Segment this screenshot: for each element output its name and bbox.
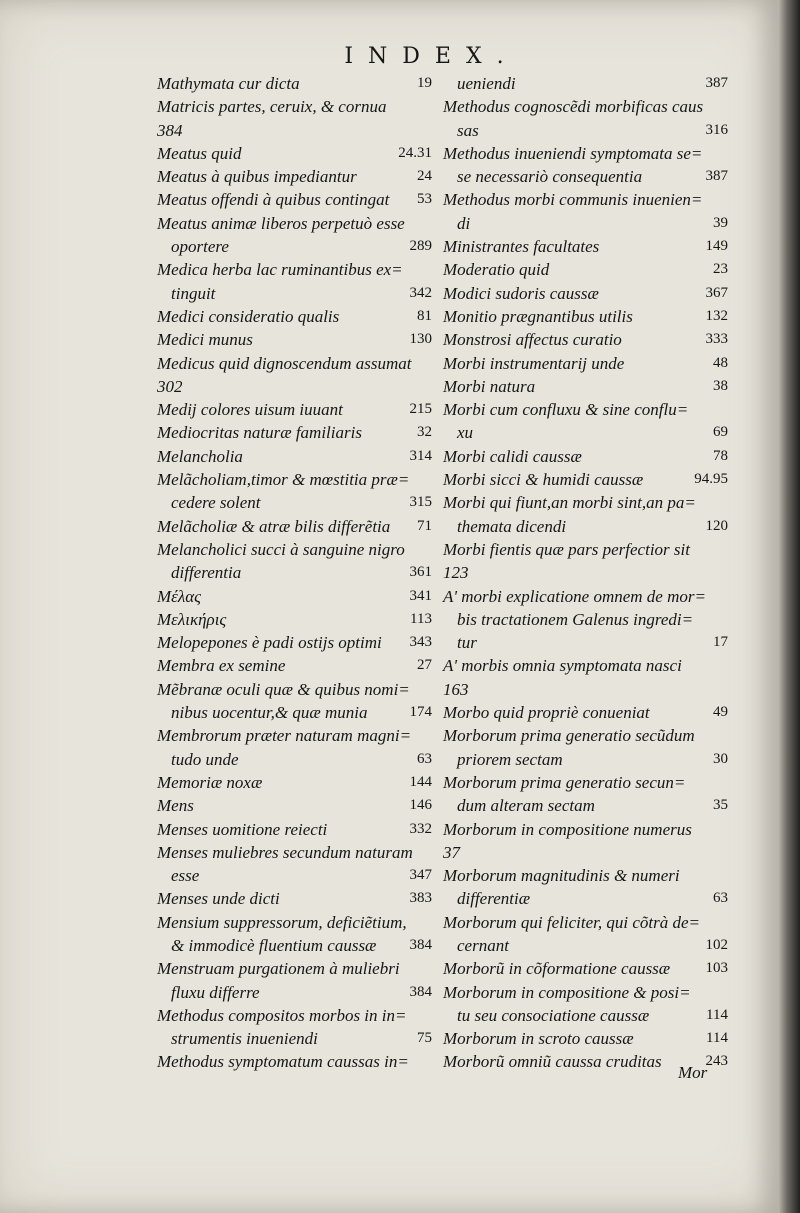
- index-entry: [443, 981, 728, 1004]
- index-entry: [157, 981, 432, 1004]
- entry-page-number: 113: [410, 610, 432, 627]
- index-entry: [157, 282, 432, 305]
- entry-term: Membrorum præter naturam magni=: [157, 726, 412, 746]
- entry-term: oportere: [171, 237, 229, 257]
- index-entry: [157, 1050, 432, 1073]
- index-entry: [443, 375, 728, 398]
- entry-term: bis tractationem Galenus ingredi=: [457, 609, 694, 629]
- index-entry: [443, 864, 728, 887]
- entry-page-number: 174: [409, 704, 432, 721]
- index-entry: [157, 1027, 432, 1050]
- index-entry: [443, 119, 728, 142]
- index-entry: [157, 1004, 432, 1027]
- index-entry: [157, 165, 432, 188]
- entry-page-number: 315: [409, 494, 432, 511]
- entry-term: Ministrantes facultates: [443, 237, 600, 257]
- page-edge-shadow: [778, 0, 800, 1213]
- entry-term: 163: [443, 679, 469, 699]
- entry-term: & immodicè fluentium caussæ: [171, 935, 377, 955]
- index-entry: [443, 328, 728, 351]
- index-entry: [157, 654, 432, 677]
- index-entry: [443, 212, 728, 235]
- entry-term: Menses uomitione reiecti: [157, 819, 328, 839]
- entry-term: cernant: [457, 935, 509, 955]
- entry-page-number: 387: [705, 168, 728, 185]
- entry-page-number: 78: [713, 447, 728, 464]
- index-entry: [443, 398, 728, 421]
- index-entry: [443, 911, 728, 934]
- catchword: Mor: [678, 1063, 708, 1082]
- entry-term: Morborum prima generatio secun=: [443, 772, 686, 792]
- entry-term: Morborũ in cõformatione caussæ: [443, 959, 671, 979]
- index-entry: [443, 678, 728, 701]
- entry-term: Mensium suppressorum, deficiẽtium,: [157, 912, 407, 932]
- entry-term: tinguit: [171, 283, 216, 303]
- entry-term: Melãcholiam,timor & mœstitia præ=: [157, 470, 410, 490]
- entry-page-number: 361: [409, 564, 432, 581]
- entry-term: Meatus quid: [157, 143, 242, 163]
- entry-term: Μέλας: [157, 586, 202, 606]
- entry-page-number: 316: [705, 121, 728, 138]
- entry-term: fluxu differre: [171, 982, 260, 1002]
- entry-term: Morbi cum confluxu & sine conflu=: [443, 400, 689, 420]
- entry-page-number: 39: [713, 214, 728, 231]
- index-column-left: [157, 72, 432, 1074]
- entry-term: Μελικήρις: [157, 609, 227, 629]
- entry-term: Melopepones è padi ostijs optimi: [157, 633, 382, 653]
- entry-page-number: 342: [409, 284, 432, 301]
- entry-page-number: 48: [713, 354, 728, 371]
- entry-term: Morborum in compositione & posi=: [443, 982, 691, 1002]
- entry-term: Medici consideratio qualis: [157, 306, 340, 326]
- index-entry: [157, 212, 432, 235]
- index-entry: [443, 957, 728, 980]
- entry-page-number: 120: [705, 517, 728, 534]
- entry-page-number: 69: [713, 424, 728, 441]
- entry-term: differentia: [171, 563, 242, 583]
- entry-term: Morbi natura: [443, 376, 536, 396]
- entry-term: Menstruam purgationem à muliebri: [157, 959, 400, 979]
- entry-term: Morborũ omniũ caussa cruditas: [443, 1052, 662, 1072]
- index-entry: [157, 608, 432, 631]
- entry-term: Methodus inueniendi symptomata se=: [443, 143, 703, 163]
- index-entry: [157, 701, 432, 724]
- entry-term: Matricis partes, ceruix, & cornua: [157, 97, 387, 117]
- index-entry: [443, 1027, 728, 1050]
- entry-term: Medij colores uisum iuuant: [157, 400, 343, 420]
- entry-term: Methodus compositos morbos in in=: [157, 1005, 407, 1025]
- entry-term: Moderatio quid: [443, 260, 550, 280]
- entry-page-number: 17: [713, 634, 728, 651]
- index-entry: [443, 631, 728, 654]
- entry-term: cedere solent: [171, 493, 261, 513]
- entry-term: Membra ex semine: [157, 656, 286, 676]
- entry-page-number: 384: [409, 936, 432, 953]
- entry-term: strumentis inueniendi: [171, 1029, 318, 1049]
- entry-page-number: 332: [409, 820, 432, 837]
- entry-term: Mathymata cur dicta: [157, 74, 300, 93]
- index-entry: [157, 538, 432, 561]
- index-entry: [443, 515, 728, 538]
- entry-term: Melãcholiæ & atræ bilis differẽtia: [157, 516, 391, 536]
- entry-term: dum alteram sectam: [457, 796, 595, 816]
- entry-term: Memoriæ noxæ: [157, 772, 263, 792]
- entry-page-number: 32: [417, 424, 432, 441]
- entry-term: Morborum in compositione numerus: [443, 819, 692, 839]
- entry-page-number: 102: [705, 936, 728, 953]
- entry-page-number: 341: [409, 587, 432, 604]
- entry-page-number: 19: [417, 75, 432, 91]
- entry-term: ueniendi: [457, 74, 516, 93]
- entry-term: themata dicendi: [457, 516, 567, 536]
- index-entry: [157, 352, 432, 375]
- entry-term: Medicus quid dignoscendum assumat: [157, 353, 412, 373]
- entry-page-number: 289: [409, 238, 432, 255]
- entry-term: Medica herba lac ruminantibus ex=: [157, 260, 403, 280]
- index-entry: [157, 258, 432, 281]
- index-entry: [443, 235, 728, 258]
- entry-page-number: 367: [705, 284, 728, 301]
- entry-term: differentiæ: [457, 889, 531, 909]
- entry-term: Melancholia: [157, 446, 243, 466]
- entry-term: Morborum in scroto caussæ: [443, 1029, 634, 1049]
- entry-page-number: 144: [409, 773, 432, 790]
- entry-page-number: 24: [417, 168, 432, 185]
- index-entry: [443, 165, 728, 188]
- index-entry: [443, 818, 728, 841]
- entry-term: Morbi sicci & humidi caussæ: [443, 470, 644, 490]
- index-entry: [157, 561, 432, 584]
- entry-term: Morbi qui fiunt,an morbi sint,an pa=: [443, 493, 696, 513]
- entry-term: Morbi calidi caussæ: [443, 446, 582, 466]
- index-entry: [443, 468, 728, 491]
- entry-page-number: 71: [417, 517, 432, 534]
- entry-term: Modici sudoris caussæ: [443, 283, 599, 303]
- entry-page-number: 23: [713, 261, 728, 278]
- entry-term: Methodus morbi communis inuenien=: [443, 190, 703, 210]
- entry-term: Medici munus: [157, 330, 253, 350]
- index-entry: [443, 352, 728, 375]
- entry-page-number: 75: [417, 1030, 432, 1047]
- entry-term: Monitio prægnantibus utilis: [443, 306, 633, 326]
- entry-term: Mediocritas naturæ familiaris: [157, 423, 362, 443]
- index-entry: [443, 258, 728, 281]
- index-entry: [157, 957, 432, 980]
- index-entry: [443, 282, 728, 305]
- entry-page-number: 384: [409, 983, 432, 1000]
- entry-page-number: 35: [713, 797, 728, 814]
- index-entry: [443, 72, 728, 95]
- index-entry: [443, 445, 728, 468]
- index-entry: [443, 654, 728, 677]
- entry-term: Mẽbranæ oculi quæ & quibus nomi=: [157, 679, 410, 699]
- index-entry: [157, 678, 432, 701]
- entry-page-number: 215: [409, 401, 432, 418]
- entry-page-number: 383: [409, 890, 432, 907]
- entry-term: Morborum qui feliciter, qui cõtrà de=: [443, 912, 701, 932]
- entry-term: Meatus offendi à quibus contingat: [157, 190, 390, 210]
- index-entry: [443, 538, 728, 561]
- index-entry: [157, 911, 432, 934]
- index-entry: [157, 468, 432, 491]
- index-entry: [157, 864, 432, 887]
- entry-term: Monstrosi affectus curatio: [443, 330, 622, 350]
- index-entry: [443, 724, 728, 747]
- index-entry: [157, 794, 432, 817]
- index-entry: [157, 818, 432, 841]
- entry-page-number: 49: [713, 704, 728, 721]
- index-entry: [157, 724, 432, 747]
- entry-page-number: 38: [713, 377, 728, 394]
- entry-page-number: 243: [705, 1053, 728, 1070]
- index-entry: [443, 748, 728, 771]
- index-entry: [443, 188, 728, 211]
- entry-term: se necessariò consequentia: [457, 167, 643, 187]
- entry-term: sas: [457, 120, 479, 140]
- index-entry: [157, 491, 432, 514]
- index-entry: [157, 445, 432, 468]
- entry-term: nibus uocentur,& quæ munia: [171, 703, 368, 723]
- index-column-right: [443, 72, 728, 1074]
- entry-term: esse: [171, 866, 200, 886]
- index-entry: [157, 305, 432, 328]
- entry-page-number: 53: [417, 191, 432, 208]
- entry-page-number: 333: [705, 331, 728, 348]
- page-header: INDEX.: [344, 44, 519, 69]
- entry-term: 37: [443, 842, 460, 862]
- entry-term: tur: [457, 633, 477, 653]
- entry-page-number: 114: [706, 1006, 728, 1023]
- index-entry: [443, 701, 728, 724]
- index-entry: [443, 934, 728, 957]
- entry-term: A' morbi explicatione omnem de mor=: [443, 586, 706, 606]
- entry-term: 123: [443, 563, 469, 583]
- entry-page-number: 132: [705, 307, 728, 324]
- index-entry: [157, 72, 432, 95]
- index-entry: [157, 748, 432, 771]
- entry-page-number: 146: [409, 797, 432, 814]
- entry-term: Menses unde dicti: [157, 889, 280, 909]
- entry-term: Menses muliebres secundum naturam: [157, 842, 413, 862]
- entry-page-number: 103: [705, 960, 728, 977]
- entry-term: Morborum prima generatio secũdum: [443, 726, 695, 746]
- entry-term: Morborum magnitudinis & numeri: [443, 866, 680, 886]
- entry-page-number: 30: [713, 750, 728, 767]
- entry-term: xu: [457, 423, 474, 443]
- entry-term: A' morbis omnia symptomata nasci: [443, 656, 682, 676]
- index-entry: [443, 142, 728, 165]
- entry-term: Melancholici succi à sanguine nigro: [157, 539, 405, 559]
- entry-term: Mens: [157, 796, 194, 816]
- entry-page-number: 81: [417, 307, 432, 324]
- entry-term: di: [457, 213, 471, 233]
- index-entry: [443, 95, 728, 118]
- index-entry: [157, 142, 432, 165]
- index-entry: [443, 794, 728, 817]
- index-entry: [157, 398, 432, 421]
- index-entry: [443, 585, 728, 608]
- entry-term: 384: [157, 120, 183, 140]
- index-entry: [157, 771, 432, 794]
- index-entry: [157, 328, 432, 351]
- index-entry: [443, 305, 728, 328]
- entry-page-number: 63: [417, 750, 432, 767]
- index-entry: [157, 235, 432, 258]
- index-entry: [157, 119, 432, 142]
- index-entry: [443, 771, 728, 794]
- entry-page-number: 24.31: [398, 144, 432, 161]
- index-entry: [157, 631, 432, 654]
- entry-page-number: 149: [705, 238, 728, 255]
- index-entry: [157, 934, 432, 957]
- index-entry: [443, 841, 728, 864]
- index-entry: [443, 1004, 728, 1027]
- index-entry: [157, 95, 432, 118]
- index-entry: [443, 491, 728, 514]
- index-entry: [443, 561, 728, 584]
- entry-page-number: 347: [409, 867, 432, 884]
- entry-page-number: 314: [409, 447, 432, 464]
- index-entry: [443, 421, 728, 444]
- index-entry: [157, 841, 432, 864]
- entry-page-number: 387: [705, 75, 728, 91]
- entry-term: 302: [157, 376, 183, 396]
- index-entry: [157, 515, 432, 538]
- entry-term: Methodus symptomatum caussas in=: [157, 1052, 409, 1072]
- entry-term: Meatus animæ liberos perpetuò esse: [157, 213, 405, 233]
- entry-term: Morbi fientis quæ pars perfectior sit: [443, 539, 690, 559]
- index-entry: [443, 887, 728, 910]
- entry-term: Morbo quid propriè conueniat: [443, 703, 650, 723]
- entry-term: Morbi instrumentarij unde: [443, 353, 625, 373]
- index-entry: [157, 421, 432, 444]
- entry-term: tudo unde: [171, 749, 239, 769]
- entry-term: priorem sectam: [457, 749, 563, 769]
- entry-page-number: 114: [706, 1030, 728, 1047]
- entry-page-number: 94.95: [694, 471, 728, 488]
- entry-page-number: 27: [417, 657, 432, 674]
- index-entry: [157, 887, 432, 910]
- entry-term: tu seu consociatione caussæ: [457, 1005, 650, 1025]
- entry-page-number: 130: [409, 331, 432, 348]
- index-entry: [157, 188, 432, 211]
- index-entry: [157, 585, 432, 608]
- entry-term: Methodus cognoscẽdi morbificas caus: [443, 97, 704, 117]
- index-entry: [157, 375, 432, 398]
- entry-page-number: 343: [409, 634, 432, 651]
- entry-term: Meatus à quibus impediantur: [157, 167, 357, 187]
- index-entry: [443, 608, 728, 631]
- entry-page-number: 63: [713, 890, 728, 907]
